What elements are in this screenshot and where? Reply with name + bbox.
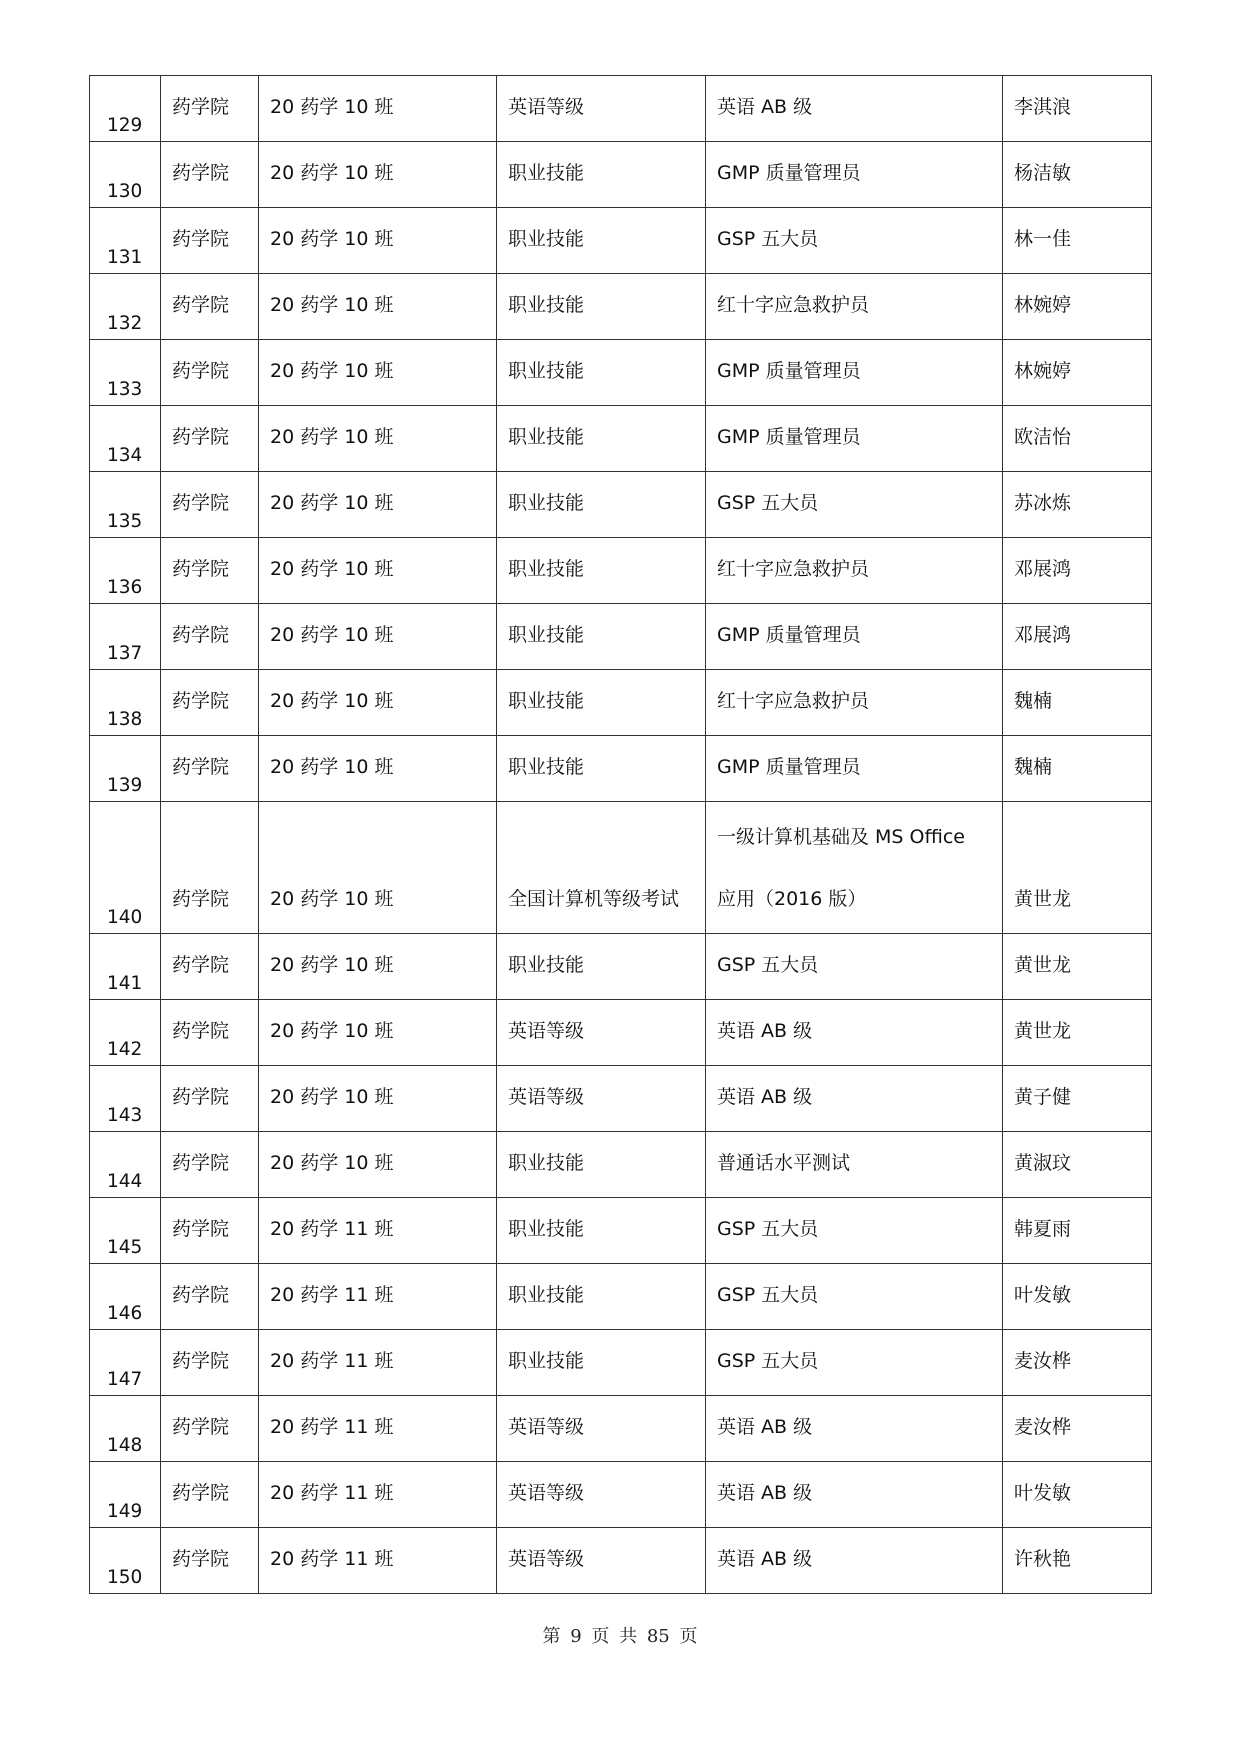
cell-item bbox=[706, 1000, 1003, 1066]
item-text: GSP 五大员 bbox=[717, 492, 819, 514]
cell-name bbox=[1003, 340, 1152, 406]
table-row bbox=[90, 1396, 1152, 1462]
cell-college bbox=[161, 1066, 259, 1132]
cell-number bbox=[90, 802, 161, 934]
class-text: 20 药学 10 班 bbox=[270, 96, 394, 118]
table-row bbox=[90, 1330, 1152, 1396]
class-text: 20 药学 10 班 bbox=[270, 426, 394, 448]
cell-item bbox=[706, 1198, 1003, 1264]
cell-name bbox=[1003, 406, 1152, 472]
row-number: 140 bbox=[107, 906, 143, 928]
item-text: GSP 五大员 bbox=[717, 1350, 819, 1372]
cell-number bbox=[90, 472, 161, 538]
cell-category bbox=[497, 76, 706, 142]
table-row bbox=[90, 1264, 1152, 1330]
cell-category bbox=[497, 1132, 706, 1198]
cell-category bbox=[497, 1000, 706, 1066]
cell-college bbox=[161, 274, 259, 340]
college-text: 药学院 bbox=[172, 1482, 230, 1504]
class-text: 20 药学 11 班 bbox=[270, 1482, 394, 1504]
table-row bbox=[90, 934, 1152, 1000]
cell-number bbox=[90, 670, 161, 736]
cell-item bbox=[706, 736, 1003, 802]
category-text: 职业技能 bbox=[508, 1152, 585, 1174]
class-text: 20 药学 11 班 bbox=[270, 1548, 394, 1570]
college-text: 药学院 bbox=[172, 1020, 230, 1042]
category-text: 职业技能 bbox=[508, 360, 585, 382]
category-text: 职业技能 bbox=[508, 558, 585, 580]
item-text: GSP 五大员 bbox=[717, 228, 819, 250]
student-name: 林一佳 bbox=[1014, 228, 1072, 250]
cell-item bbox=[706, 670, 1003, 736]
item-text: 一级计算机基础及 MS Office bbox=[717, 826, 965, 848]
cell-name bbox=[1003, 604, 1152, 670]
cell-item bbox=[706, 1528, 1003, 1594]
college-text: 药学院 bbox=[172, 888, 230, 910]
cell-number bbox=[90, 76, 161, 142]
class-text: 20 药学 10 班 bbox=[270, 1152, 394, 1174]
cell-number bbox=[90, 1528, 161, 1594]
class-text: 20 药学 11 班 bbox=[270, 1284, 394, 1306]
cell-name bbox=[1003, 1000, 1152, 1066]
cell-college bbox=[161, 1396, 259, 1462]
certificate-table bbox=[89, 75, 1152, 1594]
cell-class bbox=[259, 1396, 497, 1462]
table-row bbox=[90, 538, 1152, 604]
item-text: 英语 AB 级 bbox=[717, 1020, 813, 1042]
cell-college bbox=[161, 142, 259, 208]
college-text: 药学院 bbox=[172, 360, 230, 382]
cell-college bbox=[161, 1198, 259, 1264]
student-name: 苏冰炼 bbox=[1014, 492, 1072, 514]
cell-college bbox=[161, 1330, 259, 1396]
cell-item bbox=[706, 934, 1003, 1000]
cell-name bbox=[1003, 670, 1152, 736]
cell-class bbox=[259, 1462, 497, 1528]
cell-name bbox=[1003, 208, 1152, 274]
item-text: GMP 质量管理员 bbox=[717, 426, 861, 448]
cell-number bbox=[90, 1000, 161, 1066]
category-text: 职业技能 bbox=[508, 624, 585, 646]
college-text: 药学院 bbox=[172, 426, 230, 448]
student-name: 李淇浪 bbox=[1014, 96, 1072, 118]
cell-class bbox=[259, 1000, 497, 1066]
student-name: 魏楠 bbox=[1014, 756, 1053, 778]
cell-number bbox=[90, 1396, 161, 1462]
row-number: 141 bbox=[107, 972, 143, 994]
item-text: GSP 五大员 bbox=[717, 954, 819, 976]
table-row bbox=[90, 1462, 1152, 1528]
student-name: 林婉婷 bbox=[1014, 360, 1072, 382]
table-row bbox=[90, 1198, 1152, 1264]
cell-class bbox=[259, 406, 497, 472]
cell-name bbox=[1003, 76, 1152, 142]
cell-name bbox=[1003, 142, 1152, 208]
class-text: 20 药学 11 班 bbox=[270, 1218, 394, 1240]
cell-item bbox=[706, 1462, 1003, 1528]
cell-class bbox=[259, 1198, 497, 1264]
student-name: 黄世龙 bbox=[1014, 954, 1072, 976]
college-text: 药学院 bbox=[172, 1548, 230, 1570]
college-text: 药学院 bbox=[172, 690, 230, 712]
class-text: 20 药学 10 班 bbox=[270, 228, 394, 250]
item-text: 红十字应急救护员 bbox=[717, 690, 870, 712]
student-name: 杨洁敏 bbox=[1014, 162, 1072, 184]
cell-class bbox=[259, 736, 497, 802]
cell-category bbox=[497, 208, 706, 274]
cell-category bbox=[497, 934, 706, 1000]
category-text: 职业技能 bbox=[508, 1284, 585, 1306]
cell-item bbox=[706, 76, 1003, 142]
item-text-line2: 应用（2016 版） bbox=[717, 888, 867, 910]
row-number: 137 bbox=[107, 642, 143, 664]
class-text: 20 药学 10 班 bbox=[270, 756, 394, 778]
student-name: 叶发敏 bbox=[1014, 1482, 1072, 1504]
cell-item bbox=[706, 1396, 1003, 1462]
cell-name bbox=[1003, 736, 1152, 802]
table-row bbox=[90, 736, 1152, 802]
cell-number bbox=[90, 538, 161, 604]
category-text: 英语等级 bbox=[508, 1482, 585, 1504]
student-name: 林婉婷 bbox=[1014, 294, 1072, 316]
cell-college bbox=[161, 736, 259, 802]
row-number: 139 bbox=[107, 774, 143, 796]
category-text: 职业技能 bbox=[508, 1218, 585, 1240]
category-text: 全国计算机等级考试 bbox=[508, 888, 680, 910]
cell-category bbox=[497, 472, 706, 538]
cell-college bbox=[161, 934, 259, 1000]
cell-category bbox=[497, 406, 706, 472]
item-text: 英语 AB 级 bbox=[717, 1416, 813, 1438]
cell-name bbox=[1003, 1462, 1152, 1528]
cell-category bbox=[497, 1462, 706, 1528]
student-name: 麦汝桦 bbox=[1014, 1416, 1072, 1438]
class-text: 20 药学 10 班 bbox=[270, 888, 394, 910]
cell-class bbox=[259, 1528, 497, 1594]
category-text: 英语等级 bbox=[508, 1086, 585, 1108]
item-text: GSP 五大员 bbox=[717, 1284, 819, 1306]
cell-item bbox=[706, 142, 1003, 208]
row-number: 131 bbox=[107, 246, 143, 268]
class-text: 20 药学 10 班 bbox=[270, 360, 394, 382]
cell-name bbox=[1003, 802, 1152, 934]
cell-category bbox=[497, 604, 706, 670]
cell-college bbox=[161, 208, 259, 274]
row-number: 142 bbox=[107, 1038, 143, 1060]
item-text: 普通话水平测试 bbox=[717, 1152, 851, 1174]
student-name: 欧洁怡 bbox=[1014, 426, 1072, 448]
student-name: 许秋艳 bbox=[1014, 1548, 1072, 1570]
cell-item bbox=[706, 1264, 1003, 1330]
table-row bbox=[90, 802, 1152, 934]
cell-class bbox=[259, 340, 497, 406]
student-name: 黄淑玟 bbox=[1014, 1152, 1072, 1174]
item-text: GMP 质量管理员 bbox=[717, 756, 861, 778]
cell-item bbox=[706, 1066, 1003, 1132]
table-row bbox=[90, 670, 1152, 736]
college-text: 药学院 bbox=[172, 1218, 230, 1240]
table-row bbox=[90, 1528, 1152, 1594]
table-row bbox=[90, 472, 1152, 538]
cell-category bbox=[497, 1264, 706, 1330]
category-text: 英语等级 bbox=[508, 1548, 585, 1570]
cell-item bbox=[706, 274, 1003, 340]
student-name: 韩夏雨 bbox=[1014, 1218, 1072, 1240]
class-text: 20 药学 10 班 bbox=[270, 1020, 394, 1042]
cell-item bbox=[706, 538, 1003, 604]
item-text: 红十字应急救护员 bbox=[717, 294, 870, 316]
cell-item bbox=[706, 802, 1003, 934]
table-row bbox=[90, 142, 1152, 208]
category-text: 英语等级 bbox=[508, 1416, 585, 1438]
college-text: 药学院 bbox=[172, 228, 230, 250]
cell-number bbox=[90, 406, 161, 472]
college-text: 药学院 bbox=[172, 1152, 230, 1174]
cell-item bbox=[706, 472, 1003, 538]
row-number: 149 bbox=[107, 1500, 143, 1522]
class-text: 20 药学 11 班 bbox=[270, 1350, 394, 1372]
row-number: 150 bbox=[107, 1566, 143, 1588]
cell-college bbox=[161, 1264, 259, 1330]
cell-number bbox=[90, 1264, 161, 1330]
item-text: 红十字应急救护员 bbox=[717, 558, 870, 580]
cell-name bbox=[1003, 1066, 1152, 1132]
cell-name bbox=[1003, 472, 1152, 538]
item-text: 英语 AB 级 bbox=[717, 1482, 813, 1504]
table-row bbox=[90, 406, 1152, 472]
class-text: 20 药学 10 班 bbox=[270, 690, 394, 712]
cell-class bbox=[259, 274, 497, 340]
row-number: 148 bbox=[107, 1434, 143, 1456]
cell-class bbox=[259, 76, 497, 142]
cell-college bbox=[161, 1132, 259, 1198]
college-text: 药学院 bbox=[172, 162, 230, 184]
row-number: 147 bbox=[107, 1368, 143, 1390]
cell-college bbox=[161, 538, 259, 604]
table-row bbox=[90, 604, 1152, 670]
row-number: 146 bbox=[107, 1302, 143, 1324]
cell-name bbox=[1003, 1264, 1152, 1330]
student-name: 黄世龙 bbox=[1014, 888, 1072, 910]
cell-college bbox=[161, 802, 259, 934]
class-text: 20 药学 10 班 bbox=[270, 558, 394, 580]
college-text: 药学院 bbox=[172, 1350, 230, 1372]
cell-college bbox=[161, 670, 259, 736]
table-row bbox=[90, 208, 1152, 274]
row-number: 143 bbox=[107, 1104, 143, 1126]
cell-number bbox=[90, 736, 161, 802]
category-text: 职业技能 bbox=[508, 294, 585, 316]
student-name: 邓展鸿 bbox=[1014, 624, 1072, 646]
class-text: 20 药学 10 班 bbox=[270, 492, 394, 514]
category-text: 职业技能 bbox=[508, 426, 585, 448]
cell-category bbox=[497, 142, 706, 208]
cell-item bbox=[706, 604, 1003, 670]
row-number: 129 bbox=[107, 114, 143, 136]
cell-name bbox=[1003, 934, 1152, 1000]
row-number: 144 bbox=[107, 1170, 143, 1192]
category-text: 职业技能 bbox=[508, 162, 585, 184]
cell-college bbox=[161, 340, 259, 406]
cell-class bbox=[259, 208, 497, 274]
class-text: 20 药学 11 班 bbox=[270, 1416, 394, 1438]
cell-class bbox=[259, 604, 497, 670]
college-text: 药学院 bbox=[172, 96, 230, 118]
cell-name bbox=[1003, 1528, 1152, 1594]
category-text: 英语等级 bbox=[508, 1020, 585, 1042]
cell-college bbox=[161, 472, 259, 538]
page-footer: 第 9 页 共 85 页 bbox=[542, 1626, 698, 1647]
class-text: 20 药学 10 班 bbox=[270, 1086, 394, 1108]
row-number: 145 bbox=[107, 1236, 143, 1258]
cell-category bbox=[497, 1198, 706, 1264]
cell-class bbox=[259, 1132, 497, 1198]
cell-category bbox=[497, 802, 706, 934]
cell-class bbox=[259, 802, 497, 934]
college-text: 药学院 bbox=[172, 954, 230, 976]
cell-name bbox=[1003, 1198, 1152, 1264]
college-text: 药学院 bbox=[172, 1416, 230, 1438]
category-text: 职业技能 bbox=[508, 228, 585, 250]
college-text: 药学院 bbox=[172, 1086, 230, 1108]
class-text: 20 药学 10 班 bbox=[270, 954, 394, 976]
cell-category bbox=[497, 1066, 706, 1132]
cell-number bbox=[90, 1330, 161, 1396]
item-text: GMP 质量管理员 bbox=[717, 624, 861, 646]
table-row bbox=[90, 1066, 1152, 1132]
cell-class bbox=[259, 1066, 497, 1132]
cell-category bbox=[497, 1396, 706, 1462]
college-text: 药学院 bbox=[172, 1284, 230, 1306]
student-name: 黄子健 bbox=[1014, 1086, 1072, 1108]
cell-class bbox=[259, 538, 497, 604]
cell-category bbox=[497, 736, 706, 802]
cell-number bbox=[90, 1066, 161, 1132]
college-text: 药学院 bbox=[172, 756, 230, 778]
cell-number bbox=[90, 934, 161, 1000]
category-text: 职业技能 bbox=[508, 492, 585, 514]
item-text: GMP 质量管理员 bbox=[717, 162, 861, 184]
cell-item bbox=[706, 406, 1003, 472]
item-text: GSP 五大员 bbox=[717, 1218, 819, 1240]
table-row bbox=[90, 76, 1152, 142]
table-row bbox=[90, 1000, 1152, 1066]
cell-category bbox=[497, 538, 706, 604]
class-text: 20 药学 10 班 bbox=[270, 162, 394, 184]
row-number: 138 bbox=[107, 708, 143, 730]
cell-category bbox=[497, 1330, 706, 1396]
cell-class bbox=[259, 472, 497, 538]
cell-category bbox=[497, 1528, 706, 1594]
cell-number bbox=[90, 604, 161, 670]
cell-item bbox=[706, 1132, 1003, 1198]
cell-class bbox=[259, 934, 497, 1000]
cell-category bbox=[497, 670, 706, 736]
row-number: 133 bbox=[107, 378, 143, 400]
row-number: 132 bbox=[107, 312, 143, 334]
category-text: 职业技能 bbox=[508, 1350, 585, 1372]
class-text: 20 药学 10 班 bbox=[270, 294, 394, 316]
item-text: GMP 质量管理员 bbox=[717, 360, 861, 382]
class-text: 20 药学 10 班 bbox=[270, 624, 394, 646]
category-text: 英语等级 bbox=[508, 96, 585, 118]
item-text: 英语 AB 级 bbox=[717, 1548, 813, 1570]
cell-college bbox=[161, 1462, 259, 1528]
row-number: 134 bbox=[107, 444, 143, 466]
table-row bbox=[90, 340, 1152, 406]
cell-class bbox=[259, 670, 497, 736]
item-text: 英语 AB 级 bbox=[717, 96, 813, 118]
cell-name bbox=[1003, 1330, 1152, 1396]
cell-category bbox=[497, 274, 706, 340]
category-text: 职业技能 bbox=[508, 756, 585, 778]
college-text: 药学院 bbox=[172, 558, 230, 580]
cell-name bbox=[1003, 538, 1152, 604]
table-row bbox=[90, 274, 1152, 340]
cell-name bbox=[1003, 1132, 1152, 1198]
row-number: 130 bbox=[107, 180, 143, 202]
student-name: 邓展鸿 bbox=[1014, 558, 1072, 580]
category-text: 职业技能 bbox=[508, 690, 585, 712]
cell-name bbox=[1003, 1396, 1152, 1462]
cell-class bbox=[259, 1264, 497, 1330]
cell-college bbox=[161, 1000, 259, 1066]
cell-item bbox=[706, 340, 1003, 406]
cell-number bbox=[90, 208, 161, 274]
table-row bbox=[90, 1132, 1152, 1198]
student-name: 魏楠 bbox=[1014, 690, 1053, 712]
college-text: 药学院 bbox=[172, 492, 230, 514]
cell-college bbox=[161, 1528, 259, 1594]
cell-college bbox=[161, 604, 259, 670]
row-number: 136 bbox=[107, 576, 143, 598]
cell-number bbox=[90, 1132, 161, 1198]
row-number: 135 bbox=[107, 510, 143, 532]
cell-number bbox=[90, 1198, 161, 1264]
student-name: 麦汝桦 bbox=[1014, 1350, 1072, 1372]
cell-number bbox=[90, 1462, 161, 1528]
cell-college bbox=[161, 406, 259, 472]
category-text: 职业技能 bbox=[508, 954, 585, 976]
cell-number bbox=[90, 142, 161, 208]
cell-class bbox=[259, 1330, 497, 1396]
cell-class bbox=[259, 142, 497, 208]
cell-name bbox=[1003, 274, 1152, 340]
college-text: 药学院 bbox=[172, 624, 230, 646]
cell-number bbox=[90, 274, 161, 340]
cell-college bbox=[161, 76, 259, 142]
cell-number bbox=[90, 340, 161, 406]
college-text: 药学院 bbox=[172, 294, 230, 316]
cell-item bbox=[706, 208, 1003, 274]
cell-item bbox=[706, 1330, 1003, 1396]
student-name: 叶发敏 bbox=[1014, 1284, 1072, 1306]
student-name: 黄世龙 bbox=[1014, 1020, 1072, 1042]
item-text: 英语 AB 级 bbox=[717, 1086, 813, 1108]
cell-category bbox=[497, 340, 706, 406]
